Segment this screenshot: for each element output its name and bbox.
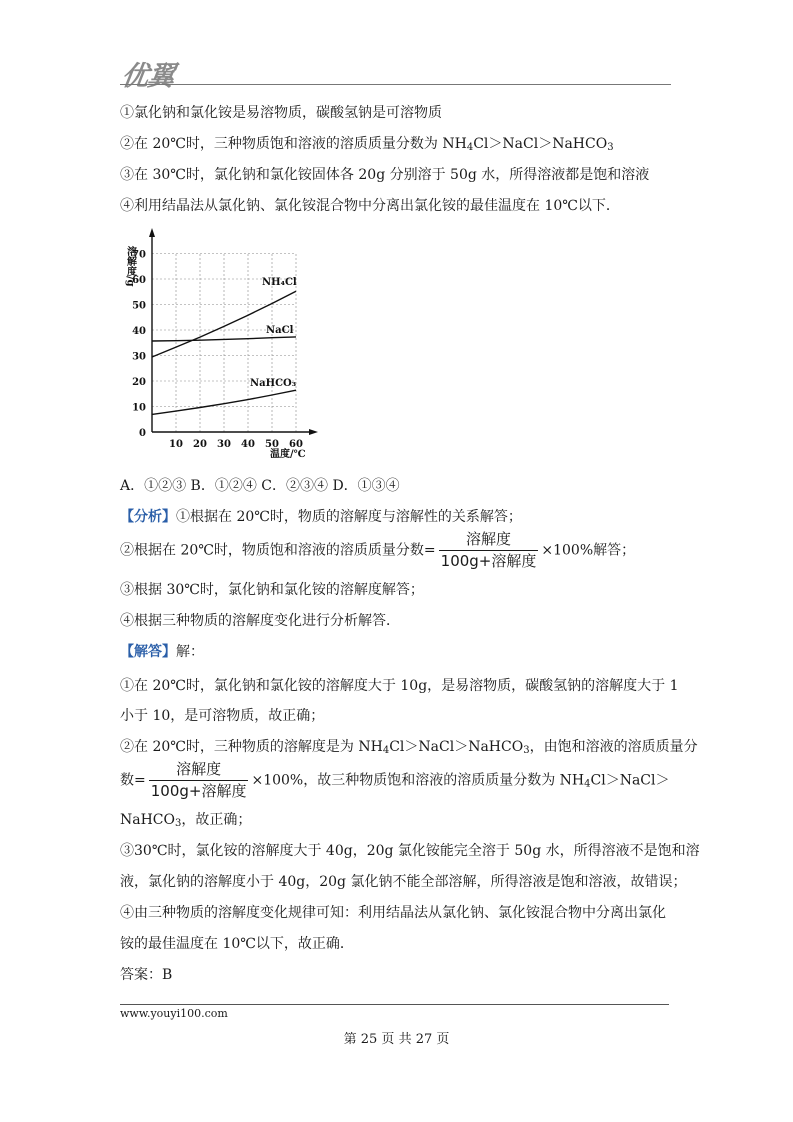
analysis-line-4: ④根据三种物质的溶解度变化进行分析解答． <box>120 613 400 629</box>
footer-divider <box>120 1004 669 1005</box>
solution-p1b: 小于 10，是可溶物质，故正确； <box>120 708 325 724</box>
y-tick-label: 0 <box>139 428 146 439</box>
header-divider <box>120 84 671 85</box>
solution-heading: 【解答】解： <box>120 644 204 660</box>
solution-p3b: 液，氯化钠的溶解度小于 40g，20g 氯化钠不能全部溶解，所得溶液是饱和溶液，故错误； <box>120 874 687 890</box>
y-axis-arrow <box>149 228 155 237</box>
analysis-tag: 【分析】 <box>120 509 176 525</box>
solution-tag: 【解答】 <box>120 644 176 660</box>
solution-p3a: ③30℃时，氯化铵的溶解度大于 40g，20g 氯化铵能完全溶于 50g 水，所得溶液不是饱和溶 <box>120 843 700 859</box>
series-line <box>152 337 296 341</box>
statement-1: ①氯化钠和氯化铵是易溶物质，碳酸氢钠是可溶物质 <box>120 105 442 121</box>
x-tick-label: 30 <box>217 439 231 450</box>
y-tick-labels <box>132 250 146 440</box>
statement-4: ④利用结晶法从氯化钠、氯化铵混合物中分离出氯化铵的最佳温度在 10℃以下． <box>120 198 620 214</box>
solution-p2c: NaHCO$_3$，故正确； <box>120 812 252 829</box>
footer-url: www.youyi100.com <box>120 1007 228 1020</box>
statement-3: ③在 30℃时，氯化钠和氯化铵固体各 20g 分别溶于 50g 水，所得溶液都是饱和溶液 <box>120 167 650 183</box>
y-tick-label: 20 <box>132 377 146 388</box>
x-tick-label: 60 <box>289 439 303 450</box>
solution-p2a: ②在 20℃时，三种物质的溶解度是为 $NH_4Cl>NaCl>NaHCO_3$，由饱和溶液的溶质质量分 <box>120 739 698 756</box>
solution-p2b: 数= $\frac{\text{溶解度}}{\text{100g+溶解度}}$ ×100%，故三种物质饱和溶液的溶质质量分数为 $NH_4Cl>NaCl>$ <box>120 760 670 800</box>
y-axis-label-1: 溶解度/g <box>124 246 136 287</box>
fraction: $\frac{\text{溶解度}}{\text{100g+溶解度}}$ <box>150 760 247 800</box>
x-tick-label: 10 <box>169 439 183 450</box>
x-tick-label: 20 <box>193 439 207 450</box>
x-tick-label: 40 <box>241 439 255 450</box>
y-tick-label: 40 <box>132 326 146 337</box>
answer-options: A．①②③ B．①②④ C．②③④ D．①③④ <box>120 478 400 494</box>
fraction: $\frac{\text{溶解度}}{\text{100g+溶解度}}$ <box>440 530 537 570</box>
y-tick-label: 60 <box>132 275 146 286</box>
y-tick-label: 70 <box>132 249 146 261</box>
page-number: 第 25 页 共 27 页 <box>343 1032 450 1047</box>
y-tick-label: 10 <box>132 402 146 414</box>
analysis-line-1: 【分析】①根据在 20℃时，物质的溶解度与溶解性的关系解答； <box>120 509 522 525</box>
statement-2: ②在 20℃时，三种物质饱和溶液的溶质质量分数为 $NH_4Cl>NaCl>NaHCO_3$ <box>120 136 614 153</box>
x-axis-arrow <box>309 429 318 435</box>
brand-logo: 优翼 <box>119 61 176 92</box>
final-answer: 答案：B <box>120 967 173 983</box>
solubility-chart <box>118 226 328 462</box>
y-tick-label: 30 <box>132 351 146 363</box>
analysis-line-2: ②根据在 20℃时，物质饱和溶液的溶质质量分数= $\frac{\text{溶解度}}{\text{100g+溶解度}}$ ×100%解答； <box>120 530 636 570</box>
analysis-line-3: ③根据 30℃时，氯化钠和氯化铵的溶解度解答； <box>120 582 424 598</box>
x-axis-label: 温度/℃ <box>270 449 306 460</box>
x-tick-label: 50 <box>265 439 279 450</box>
solution-p1a: ①在 20℃时，氯化钠和氯化铵的溶解度大于 10g，是易溶物质，碳酸氢钠的溶解度大于 1 <box>120 678 679 694</box>
series-label: NaCl <box>266 324 294 336</box>
series-label: NH₄Cl <box>262 277 297 289</box>
solution-p4b: 铵的最佳温度在 10℃以下，故正确． <box>120 936 354 952</box>
series-label: NaHCO₃ <box>250 378 297 390</box>
solution-p4a: ④由三种物质的溶解度变化规律可知：利用结晶法从氯化钠、氯化铵混合物中分离出氯化 <box>120 905 666 921</box>
y-tick-label: 50 <box>132 300 146 312</box>
